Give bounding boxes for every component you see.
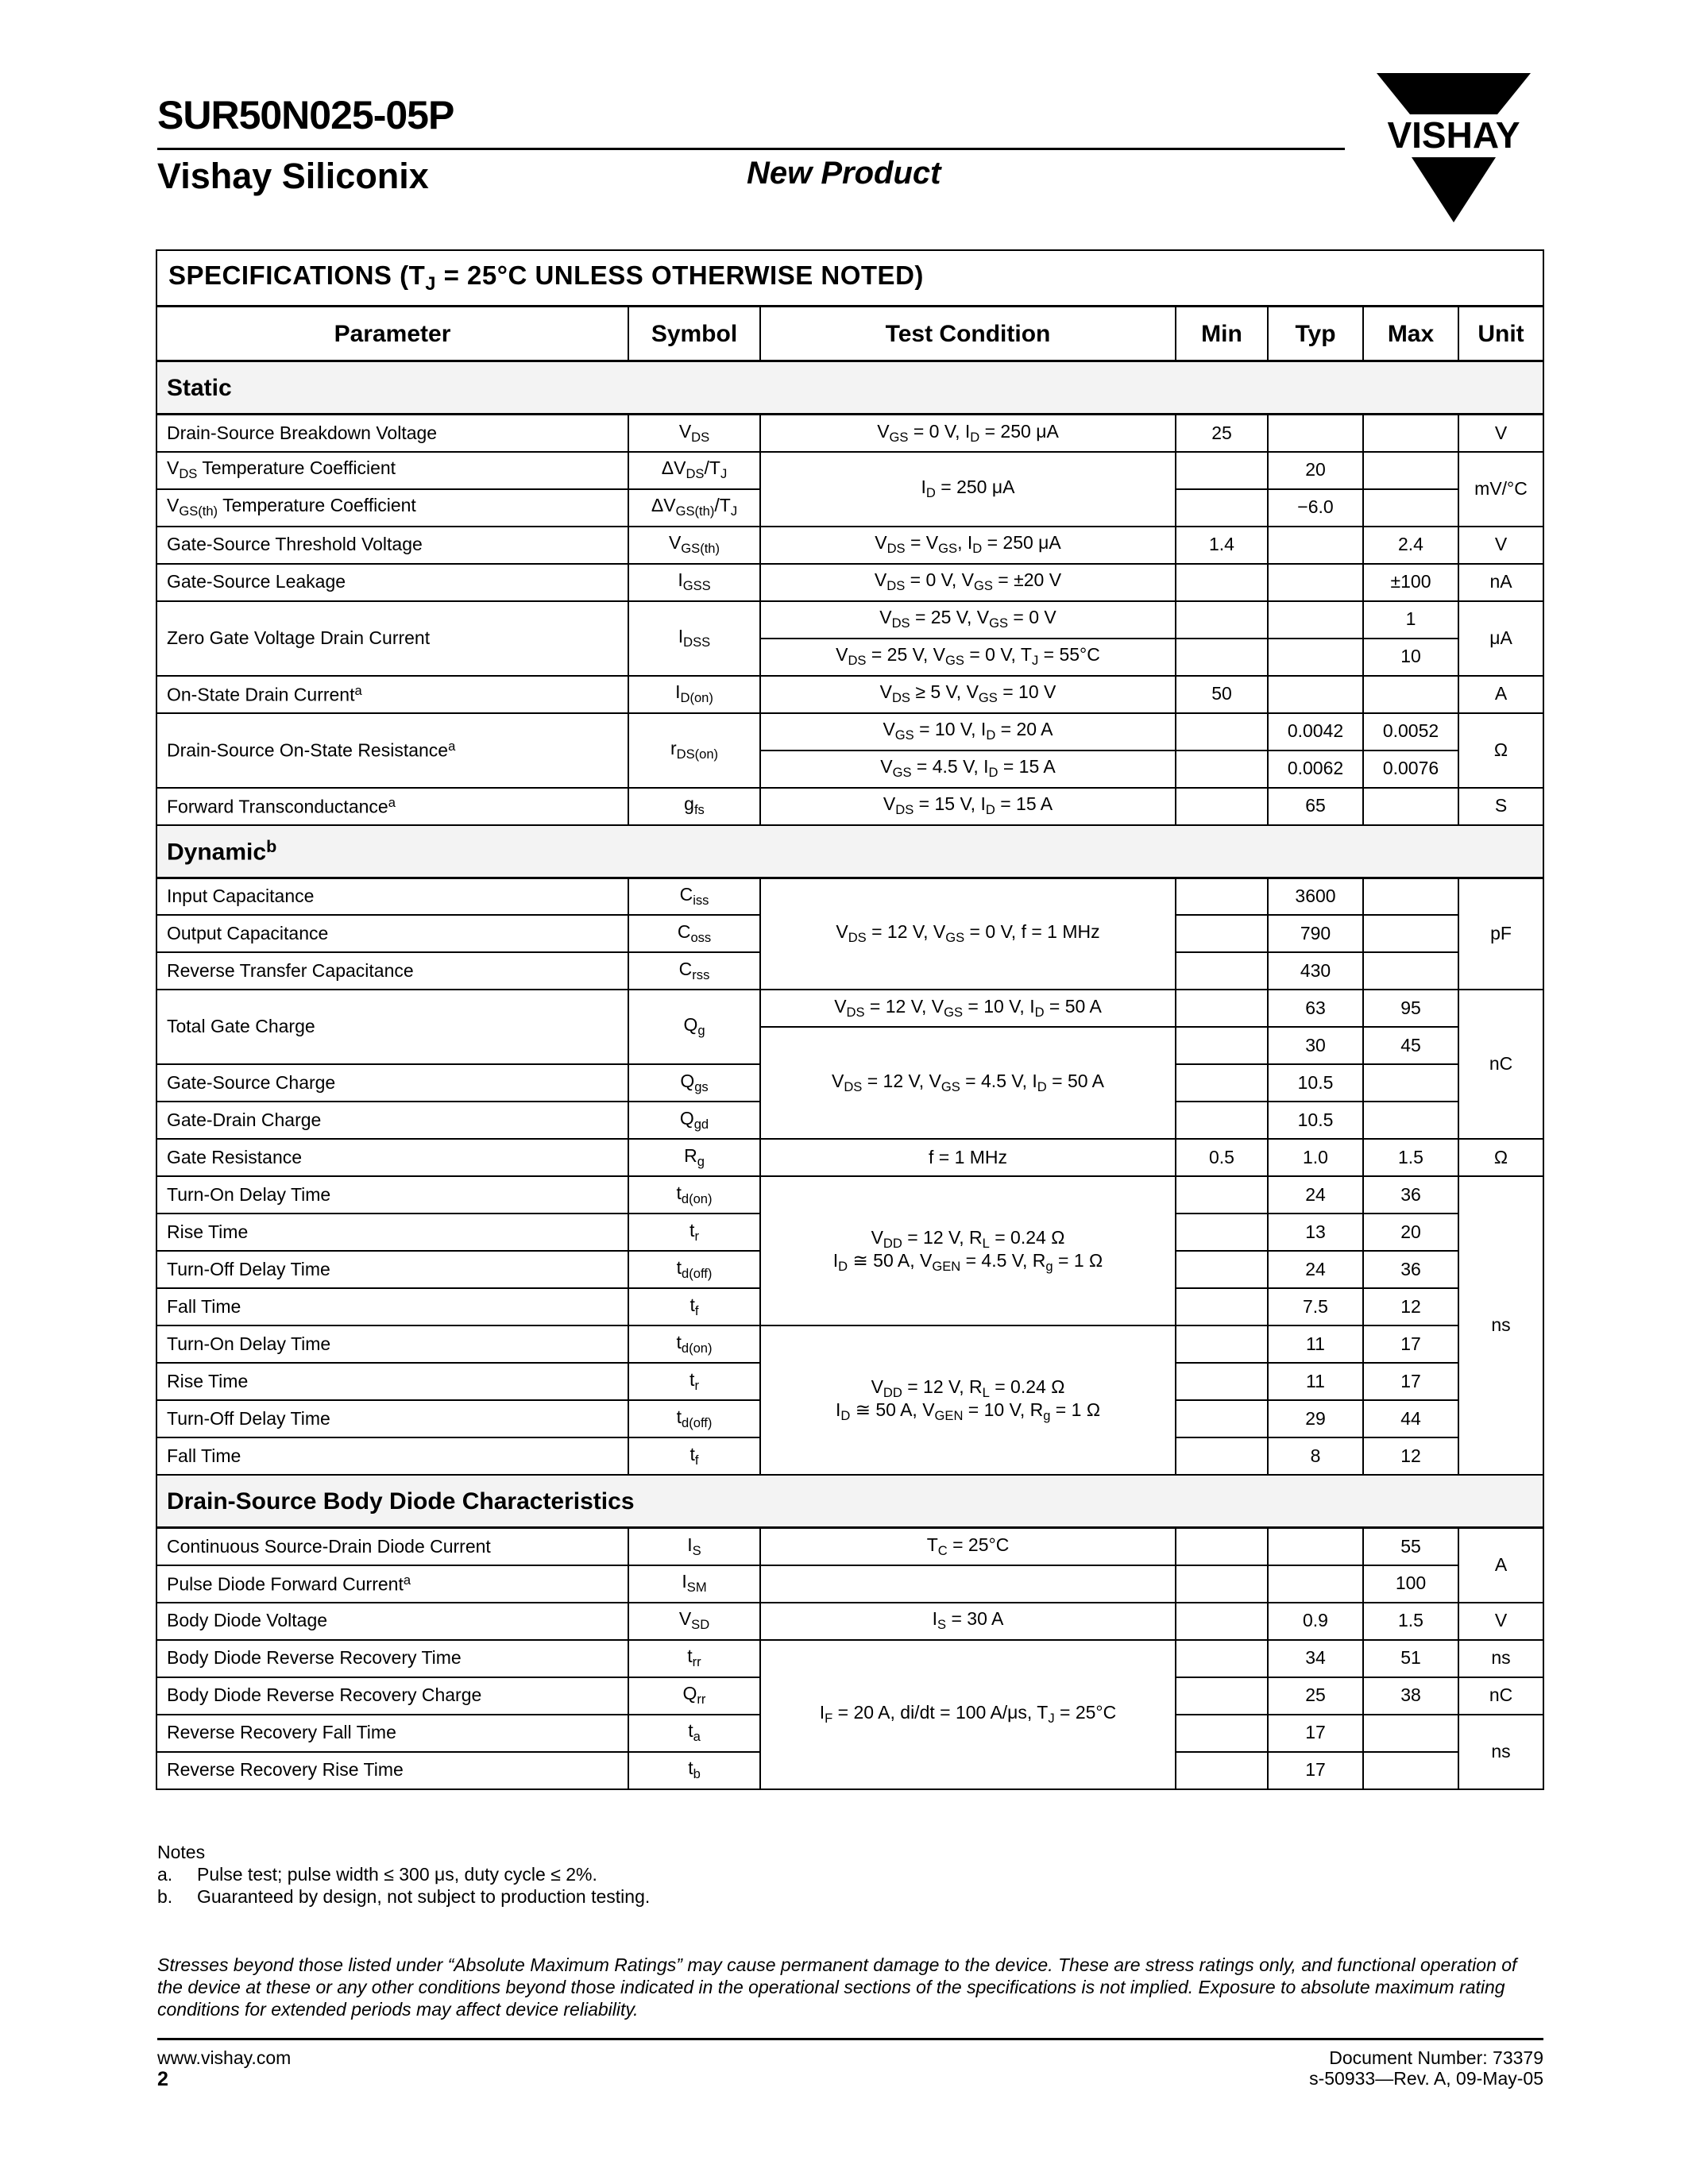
symbol-cell: $I_{GSS}$	[628, 564, 760, 601]
table-row: Output Capacitance $C_{oss}$ 790	[156, 915, 1543, 952]
table-row: Forward Transconductance$^a$ $g_{fs}$ $V_{DS} = 15$ V, $I_D = 15$ A 65 S	[156, 788, 1543, 825]
table-row: On-State Drain Current$^a$ $I_{D(on)}$ $V_{DS} \ge 5$ V, $V_{GS} = 10$ V 50 A	[156, 676, 1543, 713]
vishay-logo	[1362, 73, 1545, 224]
condition-cell: $V_{GS} = 10$ V, $I_D = 20$ A	[760, 713, 1176, 751]
param-cell: On-State Drain Current$^a$	[156, 676, 628, 713]
table-row: Body Diode Reverse Recovery Time $t_{rr}$ $I_F = 20$ A, di/dt = 100 A/μs, $T_J = 25^\circ C$ 34 51 ns	[156, 1640, 1543, 1677]
condition-cell: $V_{DS} = 12$ V, $V_{GS} = 4.5$ V, $I_D = 50$ A	[760, 1027, 1176, 1139]
symbol-cell: $t_{d(off)}$	[628, 1251, 760, 1288]
symbol-cell: $C_{rss}$	[628, 952, 760, 990]
symbol-cell: $t_f$	[628, 1288, 760, 1325]
table-row: Drain-Source Breakdown Voltage $V_{DS}$ $V_{GS} = 0$ V, $I_D = 250$ μA 25 V	[156, 415, 1543, 452]
condition-cell: $V_{DS} = 12$ V, $V_{GS} = 0$ V, f = 1 MHz	[760, 878, 1176, 990]
condition-cell: $I_D = 250$ μA	[760, 452, 1176, 527]
param-cell: $V_{DS}$ Temperature Coefficient	[156, 452, 628, 489]
table-row: Zero Gate Voltage Drain Current $I_{DSS}$ $V_{DS} = 25$ V, $V_{GS} = 0$ V 1 μA	[156, 601, 1543, 639]
param-cell: Pulse Diode Forward Current$^a$	[156, 1565, 628, 1603]
table-row: Turn-On Delay Time $t_{d(on)}$ $V_{DD} = 12$ V, $R_L = 0.24$ Ω $I_D$ ≅ 50 A, $V_{GEN} = 10$ V, $R_g = 1$ Ω 11 17	[156, 1325, 1543, 1363]
header-test-condition: Test Condition	[760, 307, 1176, 361]
table-row: Total Gate Charge $Q_g$ $V_{DS} = 12$ V, $V_{GS} = 10$ V, $I_D = 50$ A 63 95 nC	[156, 990, 1543, 1027]
condition-cell: $V_{DS} = 0$ V, $V_{GS} = \pm 20$ V	[760, 564, 1176, 601]
condition-cell: $T_C = 25^\circ C$	[760, 1528, 1176, 1565]
symbol-cell: $I_{SM}$	[628, 1565, 760, 1603]
table-row: Pulse Diode Forward Current$^a$ $I_{SM}$ 100	[156, 1565, 1543, 1603]
condition-cell: $V_{GS} = 4.5$ V, $I_D = 15$ A	[760, 751, 1176, 788]
table-row: Rise Time $t_r$ 11 17	[156, 1363, 1543, 1400]
symbol-cell: $t_a$	[628, 1715, 760, 1752]
symbol-cell: $Q_{gd}$	[628, 1102, 760, 1139]
symbol-cell: $\Delta V_{DS}/T_J$	[628, 452, 760, 489]
table-row: Gate Resistance $R_g$ f = 1 MHz 0.5 1.0 1.5 Ω	[156, 1139, 1543, 1176]
header-min: Min	[1176, 307, 1268, 361]
symbol-cell: $t_{d(off)}$	[628, 1400, 760, 1437]
section-static: Static	[156, 361, 1543, 415]
symbol-cell: $t_r$	[628, 1214, 760, 1251]
condition-cell: $V_{DS} = 12$ V, $V_{GS} = 10$ V, $I_D = 50$ A	[760, 990, 1176, 1027]
table-title-row	[156, 250, 1543, 307]
table-row: Fall Time $t_f$ 8 12	[156, 1437, 1543, 1475]
symbol-cell: $t_{d(on)}$	[628, 1176, 760, 1214]
symbol-cell: $t_f$	[628, 1437, 760, 1475]
table-row: Gate-Drain Charge $Q_{gd}$ 10.5	[156, 1102, 1543, 1139]
param-cell: Drain-Source On-State Resistance$^a$	[156, 713, 628, 788]
table-row: $V_{DS} = 12$ V, $V_{GS} = 4.5$ V, $I_D = 50$ A 30 45	[156, 1027, 1543, 1064]
table-row: Continuous Source-Drain Diode Current $I_S$ $T_C = 25^\circ C$ 55 A	[156, 1528, 1543, 1565]
table-title: SPECIFICATIONS ($T_J = 25^\circ C$ UNLESS OTHERWISE NOTED)	[156, 250, 1543, 307]
condition-cell: $V_{DS} = 25$ V, $V_{GS} = 0$ V	[760, 601, 1176, 639]
table-row: $V_{DS}$ Temperature Coefficient $\Delta V_{DS}/T_J$ $I_D = 250$ μA 20 mV/°C	[156, 452, 1543, 489]
header-symbol: Symbol	[628, 307, 760, 361]
table-row: Gate-Source Leakage $I_{GSS}$ $V_{DS} = 0$ V, $V_{GS} = \pm 20$ V ±100 nA	[156, 564, 1543, 601]
header-typ: Typ	[1268, 307, 1363, 361]
section-diode: Drain-Source Body Diode Characteristics	[156, 1475, 1543, 1528]
table-row: Body Diode Voltage $V_{SD}$ $I_S = 30$ A 0.9 1.5 V	[156, 1603, 1543, 1640]
new-product-label: New Product	[747, 156, 941, 191]
table-row: Input Capacitance $C_{iss}$ $V_{DS} = 12$ V, $V_{GS} = 0$ V, f = 1 MHz 3600 pF	[156, 878, 1543, 915]
symbol-cell: $t_r$	[628, 1363, 760, 1400]
table-row: Fall Time $t_f$ 7.5 12	[156, 1288, 1543, 1325]
symbol-cell: $g_{fs}$	[628, 788, 760, 825]
header-max: Max	[1363, 307, 1458, 361]
symbol-cell: $Q_{rr}$	[628, 1677, 760, 1715]
symbol-cell: $t_{d(on)}$	[628, 1325, 760, 1363]
table-row: Turn-Off Delay Time $t_{d(off)}$ 24 36	[156, 1251, 1543, 1288]
table-row: $V_{GS(th)}$ Temperature Coefficient $\Delta V_{GS(th)}/T_J$ −6.0	[156, 489, 1543, 527]
table-row: Gate-Source Charge $Q_{gs}$ 10.5	[156, 1064, 1543, 1102]
table-row: Turn-On Delay Time $t_{d(on)}$ $V_{DD} = 12$ V, $R_L = 0.24$ Ω $I_D$ ≅ 50 A, $V_{GEN} = 4.5$ V, $R_g = 1$ Ω 24 36 ns	[156, 1176, 1543, 1214]
symbol-cell: $Q_{gs}$	[628, 1064, 760, 1102]
condition-cell: $V_{DS} = V_{GS}$, $I_D = 250$ μA	[760, 527, 1176, 564]
company-name: Vishay Siliconix	[157, 156, 429, 196]
table-row: Reverse Recovery Rise Time $t_b$ 17	[156, 1752, 1543, 1789]
table-row: $V_{DS} = 25$ V, $V_{GS} = 0$ V, $T_J = 55^\circ C$ 10	[156, 639, 1543, 676]
footer-rule	[157, 2038, 1543, 2040]
table-row: Reverse Recovery Fall Time $t_a$ 17 ns	[156, 1715, 1543, 1752]
table-row: Gate-Source Threshold Voltage $V_{GS(th)}$ $V_{DS} = V_{GS}$, $I_D = 250$ μA 1.4 2.4 V	[156, 527, 1543, 564]
symbol-cell: $C_{iss}$	[628, 878, 760, 915]
symbol-cell: $r_{DS(on)}$	[628, 713, 760, 788]
symbol-cell: $C_{oss}$	[628, 915, 760, 952]
symbol-cell: $I_S$	[628, 1528, 760, 1565]
note-b: b. Guaranteed by design, not subject to production testing.	[157, 1886, 651, 1907]
condition-cell: $I_F = 20$ A, di/dt = 100 A/μs, $T_J = 25^\circ C$	[760, 1640, 1176, 1789]
condition-cell: $I_S = 30$ A	[760, 1603, 1176, 1640]
param-cell: $V_{GS(th)}$ Temperature Coefficient	[156, 489, 628, 527]
page-number: 2	[157, 2068, 168, 2090]
disclaimer: Stresses beyond those listed under “Absolute Maximum Ratings” may cause permanent damage to the device. These are stress ratings only, and functional operation of the device at these or any other conditions beyond those indicated in the operational sections of the specifications is not implied. Exposure to absolute maximum rating conditions for extended periods may affect device reliability.	[157, 1954, 1517, 2020]
specifications-table	[156, 249, 1544, 1790]
symbol-cell: $V_{SD}$	[628, 1603, 760, 1640]
symbol-cell: $V_{DS}$	[628, 415, 760, 452]
symbol-cell: $\Delta V_{GS(th)}/T_J$	[628, 489, 760, 527]
condition-cell: $V_{DD} = 12$ V, $R_L = 0.24$ Ω $I_D$ ≅ 50 A, $V_{GEN} = 10$ V, $R_g = 1$ Ω	[760, 1325, 1176, 1475]
note-a: a. Pulse test; pulse width ≤ 300 μs, duty cycle ≤ 2%.	[157, 1864, 597, 1885]
table-header-row	[156, 307, 1543, 361]
table-row: Body Diode Reverse Recovery Charge $Q_{rr}$ 25 38 nC	[156, 1677, 1543, 1715]
symbol-cell: $t_{rr}$	[628, 1640, 760, 1677]
symbol-cell: $V_{GS(th)}$	[628, 527, 760, 564]
logo-text: VISHAY	[1387, 114, 1520, 156]
table-row: Rise Time $t_r$ 13 20	[156, 1214, 1543, 1251]
condition-cell: $V_{GS} = 0$ V, $I_D = 250$ μA	[760, 415, 1176, 452]
condition-cell: $V_{DD} = 12$ V, $R_L = 0.24$ Ω $I_D$ ≅ 50 A, $V_{GEN} = 4.5$ V, $R_g = 1$ Ω	[760, 1176, 1176, 1325]
table-row: Reverse Transfer Capacitance $C_{rss}$ 430	[156, 952, 1543, 990]
table-row: $V_{GS} = 4.5$ V, $I_D = 15$ A 0.0062 0.0076	[156, 751, 1543, 788]
symbol-cell: $I_{D(on)}$	[628, 676, 760, 713]
document-number: Document Number: 73379	[1329, 2047, 1543, 2068]
symbol-cell: $R_g$	[628, 1139, 760, 1176]
symbol-cell: $Q_g$	[628, 990, 760, 1064]
symbol-cell: $I_{DSS}$	[628, 601, 760, 676]
table-row: Turn-Off Delay Time $t_{d(off)}$ 29 44	[156, 1400, 1543, 1437]
website-link[interactable]: www.vishay.com	[157, 2047, 292, 2068]
notes-heading: Notes	[157, 1842, 206, 1862]
part-number: SUR50N025-05P	[157, 93, 454, 137]
condition-cell: $V_{DS} = 25$ V, $V_{GS} = 0$ V, $T_J = 55^\circ C$	[760, 639, 1176, 676]
revision-info: s-50933—Rev. A, 09-May-05	[1309, 2068, 1543, 2089]
condition-cell: $V_{DS} = 15$ V, $I_D = 15$ A	[760, 788, 1176, 825]
symbol-cell: $t_b$	[628, 1752, 760, 1789]
notes	[157, 1841, 650, 1908]
param-cell: Forward Transconductance$^a$	[156, 788, 628, 825]
header-parameter: Parameter	[156, 307, 628, 361]
header-unit: Unit	[1458, 307, 1543, 361]
condition-cell: $V_{DS} \ge 5$ V, $V_{GS} = 10$ V	[760, 676, 1176, 713]
section-dynamic: Dynamic$^b$	[156, 825, 1543, 878]
header-rule	[157, 148, 1345, 150]
table-row: Drain-Source On-State Resistance$^a$ $r_{DS(on)}$ $V_{GS} = 10$ V, $I_D = 20$ A 0.0042 0.0052 Ω	[156, 713, 1543, 751]
